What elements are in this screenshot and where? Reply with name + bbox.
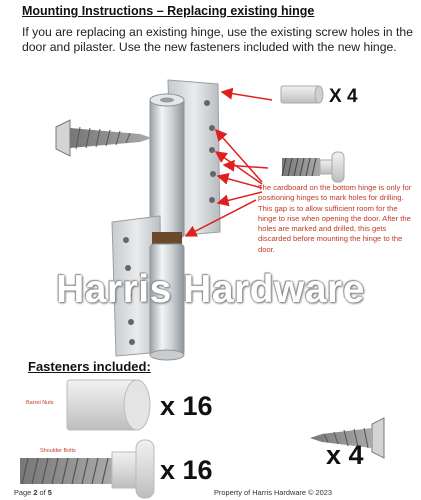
barrel-nut-icon (281, 86, 323, 103)
footer-property: Property of Harris Hardware © 2023 (214, 488, 332, 497)
fasteners-heading: Fasteners included: (28, 359, 151, 374)
shoulder-bolt-icon (282, 152, 344, 182)
top-fastener-qty: X 4 (329, 86, 358, 107)
intro-paragraph: If you are replacing an existing hinge, use the existing screw holes in the door and pilaster. Use the new fasteners included with the new hinge. (22, 25, 413, 54)
page-total: 5 (47, 488, 52, 497)
barrel-nuts-qty: x 16 (160, 391, 213, 421)
barrel-nut-large-icon (67, 380, 150, 430)
watermark-text: Harris Hardware (56, 268, 365, 311)
screws-qty: x 4 (326, 440, 364, 470)
shoulder-bolts-label: Shoulder Bolts (40, 448, 76, 454)
page-number: 2 (33, 488, 38, 497)
cardboard-note: The cardboard on the bottom hinge is only for positioning hinges to mark holes for drilling. This gap is to allow sufficient room for the hinge to rise when opening the door. After the holes are marked and drilled, this gets discarded before mounting the hinge to the door. (258, 183, 412, 254)
wood-screw-icon (56, 120, 152, 156)
page-heading: Mounting Instructions – Replacing existing hinge (22, 4, 315, 18)
barrel-nuts-label: Barrel Nuts (26, 400, 54, 406)
page-indicator: Page 2 of 5 (14, 488, 52, 497)
shoulder-bolts-qty: x 16 (160, 455, 213, 485)
